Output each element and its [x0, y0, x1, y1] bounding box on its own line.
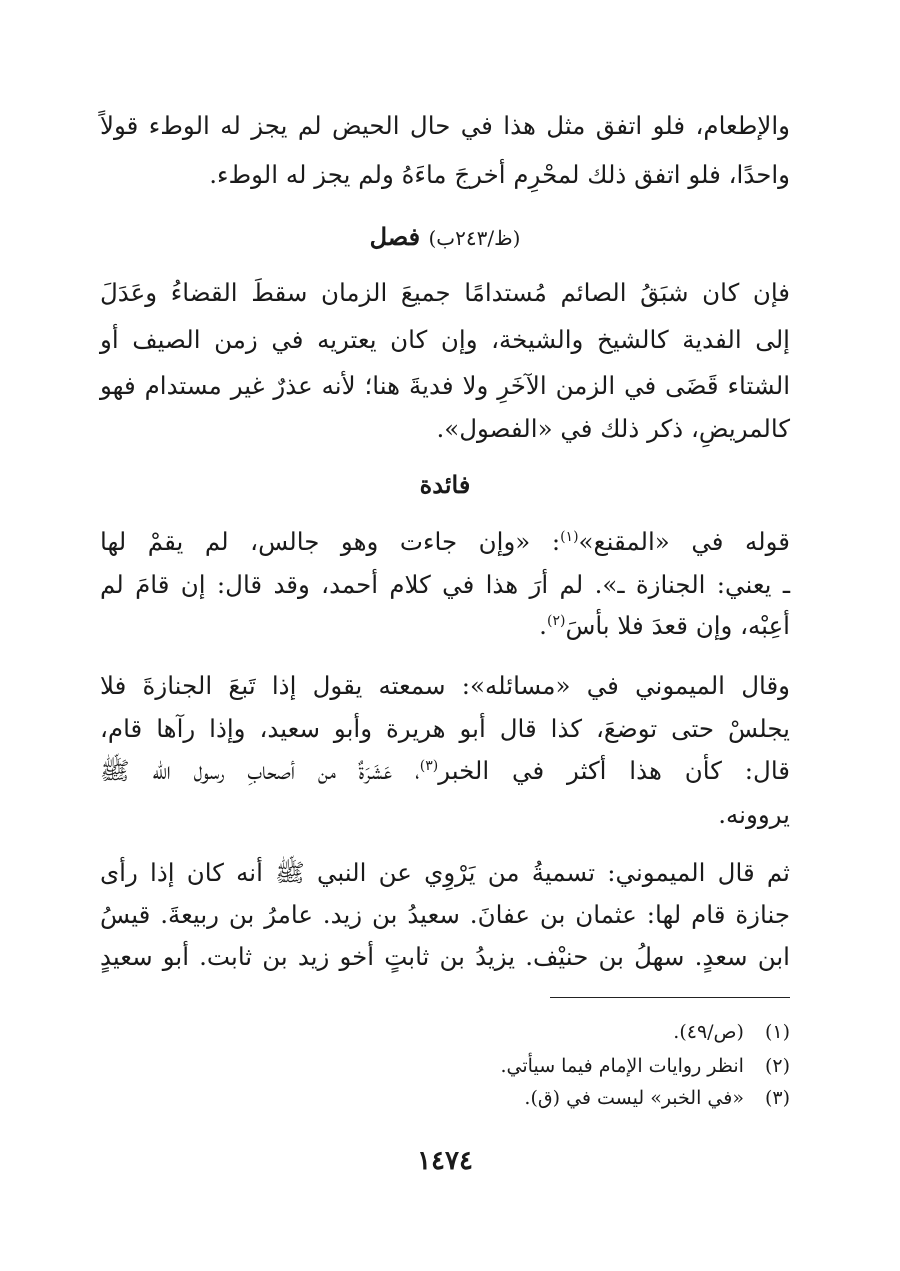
- paragraph-2-line-3: الشتاء قَضَى في الزمن الآخَرِ ولا فديةَ هنا؛ لأنه عذرٌ غير مستدام فهو: [100, 371, 790, 400]
- paragraph-5-line-1: ثم قال الميموني: تسميةُ من يَرْوِي عن النبي ﷺ أنه كان إذا رأى: [100, 858, 790, 887]
- footnote-3: [524, 1082, 790, 1114]
- paragraph-3-line-3-text-a: أعِبْه، وإن قعدَ فلا بأسَ: [565, 611, 790, 640]
- paragraph-4-line-4: يروونه.: [718, 800, 790, 829]
- paragraph-4-line-1: وقال الميموني في «مسائله»: سمعته يقول إذا تَبعَ الجنازةَ فلا: [100, 671, 790, 700]
- paragraph-3-line-2: ـ يعني: الجنازة ـ». لم أرَ هذا في كلام أحمد، وقد قال: إن قامَ لم: [100, 570, 790, 599]
- footnote-2: [501, 1050, 790, 1082]
- footnote-2-number: (٢): [764, 1055, 790, 1077]
- footnote-ref-1: (١): [560, 528, 579, 545]
- footnote-3-text: «في الخبر» ليست في (ق).: [524, 1087, 744, 1109]
- footnote-2-text: انظر روايات الإمام فيما سيأتي.: [500, 1055, 744, 1077]
- paragraph-2-line-2: إلى الفدية كالشيخ والشيخة، وإن كان يعتريه في زمن الصيف أو: [100, 325, 790, 354]
- paragraph-4-line-3-text-a: قال: كأن هذا أكثر في الخبر: [438, 756, 790, 785]
- paragraph-2-line-1: فإن كان شبَقُ الصائم مُستدامًا جميعَ الزمان سقطَ القضاءُ وعَدَلَ: [100, 278, 791, 307]
- paragraph-3-line-1-text-b: : «وإن جاءت وهو جالس، لم يقمْ لها: [100, 527, 561, 556]
- footnote-1: [673, 1016, 790, 1048]
- paragraph-3-line-1-text-a: قوله في «المقنع»: [578, 527, 790, 556]
- paragraph-2-line-4: كالمريضِ، ذكر ذلك في «الفصول».: [436, 414, 790, 443]
- page-number: ١٤٧٤: [417, 1146, 473, 1176]
- footnote-1-number: (١): [764, 1021, 790, 1043]
- paragraph-1-line-2: واحدًا، فلو اتفق ذلك لمحْرِم أخرجَ ماءَهُ ولم يجز له الوطء.: [209, 160, 790, 189]
- section-heading: [100, 217, 790, 257]
- paragraph-4-line-3-text-b: ، عَشَرَةٌ من أصحابِ رسول الله ﷺ: [100, 756, 420, 785]
- paragraph-3-line-3: [100, 606, 790, 646]
- footnote-1-text: (ص/٤٩).: [673, 1021, 744, 1043]
- section-title: فصل: [369, 222, 421, 251]
- book-page: [100, 0, 790, 1271]
- paragraph-4-line-3: [100, 751, 790, 791]
- manuscript-page-reference: (ظ/٢٤٣ب): [428, 226, 521, 250]
- paragraph-4-line-2: يجلسْ حتى توضعَ، كذا قال أبو هريرة وأبو سعيد، وإذا رآها قام،: [100, 714, 790, 743]
- paragraph-5-line-2: جنازة قام لها: عثمان بن عفانَ. سعيدُ بن زيد. عامرُ بن ربيعةَ. قيسُ: [100, 900, 790, 929]
- paragraph-5-line-3: ابن سعدٍ. سهلُ بن حنيْف. يزيدُ بن ثابتٍ أخو زيد بن ثابت. أبو سعيدٍ: [100, 942, 790, 971]
- paragraph-3-line-3-text-b: .: [539, 611, 547, 640]
- footnote-ref-3: (٣): [419, 757, 439, 774]
- paragraph-3-line-1: [100, 522, 790, 562]
- footnote-3-number: (٣): [764, 1087, 790, 1109]
- paragraph-1-line-1: والإطعام، فلو اتفق مثل هذا في حال الحيض لم يجز له الوطء قولاً: [100, 111, 790, 140]
- footnote-ref-2: (٢): [546, 612, 566, 629]
- footnote-separator: [550, 997, 790, 998]
- faida-heading: فائدة: [419, 470, 471, 499]
